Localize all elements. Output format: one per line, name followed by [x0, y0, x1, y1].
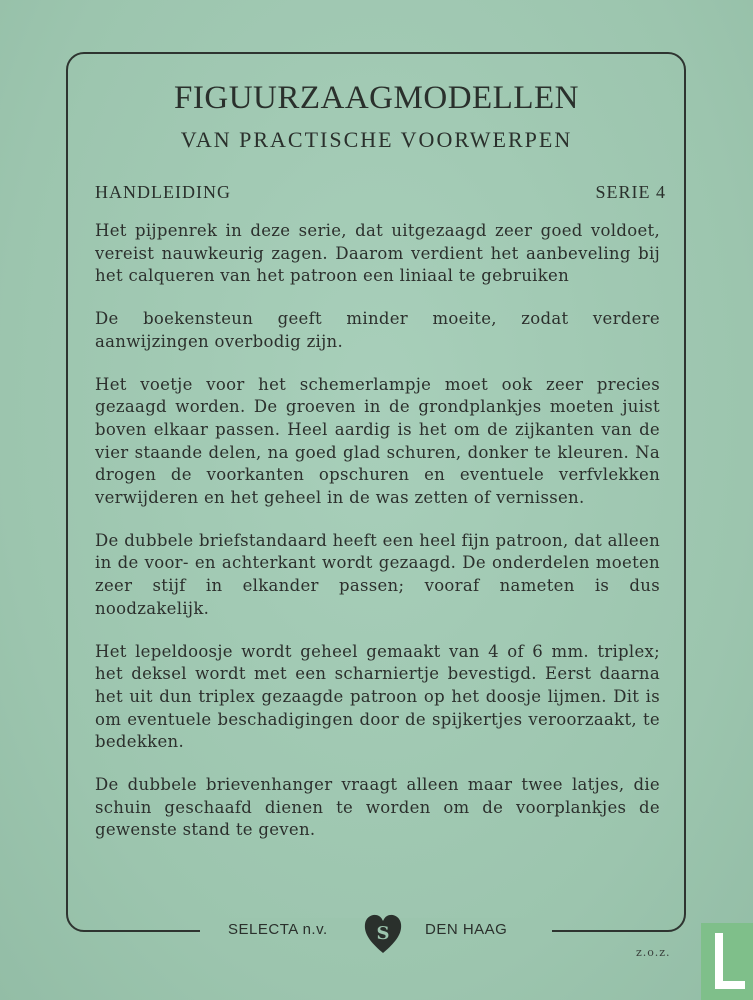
- instructions-body: [95, 220, 660, 862]
- turn-over-note: z.o.z.: [636, 946, 671, 959]
- publisher-city: DEN HAAG: [425, 921, 508, 938]
- document-title: FIGUURZAAGMODELLEN: [174, 80, 579, 116]
- paragraph-boekensteun: De boekensteun geeft minder moeite, zodat verdere aanwijzingen overbodig zijn.: [95, 309, 660, 351]
- paragraph-lepeldoosje: Het lepeldoosje wordt geheel gemaakt van 4 of 6 mm. triplex; het deksel wordt met een scharniertje bevestigd. Eerst daarna het uit dun triplex gezaagde patroon op het doosje lijmen. Dit is om eventuele beschadigingen door de spijkertjes veroorzaakt, te bedekken.: [95, 641, 660, 752]
- series-label: SERIE 4: [595, 182, 666, 202]
- paragraph-schemerlampje: Het voetje voor het schemerlampje moet ook zeer precies gezaagd worden. De groeven in de grondplankjes moeten juist boven elkaar passen. Heel aardig is het om de zijkanten van de vier staande delen, na goed glad schuren, donker te kleuren. Na drogen de voorkanten opschuren en eventuele verfvlekken verwijderen en het geheel in de was zetten of vernissen.: [95, 374, 660, 508]
- paragraph-pijpenrek: Het pijpenrek in deze serie, dat uitgezaagd zeer goed voldoet, vereist nauwkeurig zagen. Daarom verdient het aanbeveling bij het calqueren van het patroon een liniaal te gebruiken: [95, 221, 660, 286]
- paragraph-brievenhanger: De dubbele brievenhanger vraagt alleen maar twee latjes, die schuin geschaafd dienen te worden om de voorplankjes de gewenste stand te geven.: [95, 775, 660, 840]
- paragraph-briefstandaard: De dubbele briefstandaard heeft een heel fijn patroon, dat alleen in de voor- en achterkant wordt gezaagd. De onderdelen moeten zeer stijf in elkander passen; vooraf nameten is dus noodzakelijk.: [95, 530, 660, 618]
- heart-logo-icon: [363, 911, 403, 955]
- section-label: HANDLEIDING: [95, 182, 231, 202]
- document-subtitle: VAN PRACTISCHE VOORWERPEN: [180, 127, 573, 152]
- publisher-name: SELECTA n.v.: [228, 921, 328, 938]
- heart-logo-letter: S: [376, 923, 390, 944]
- corner-watermark-icon: [701, 923, 753, 1000]
